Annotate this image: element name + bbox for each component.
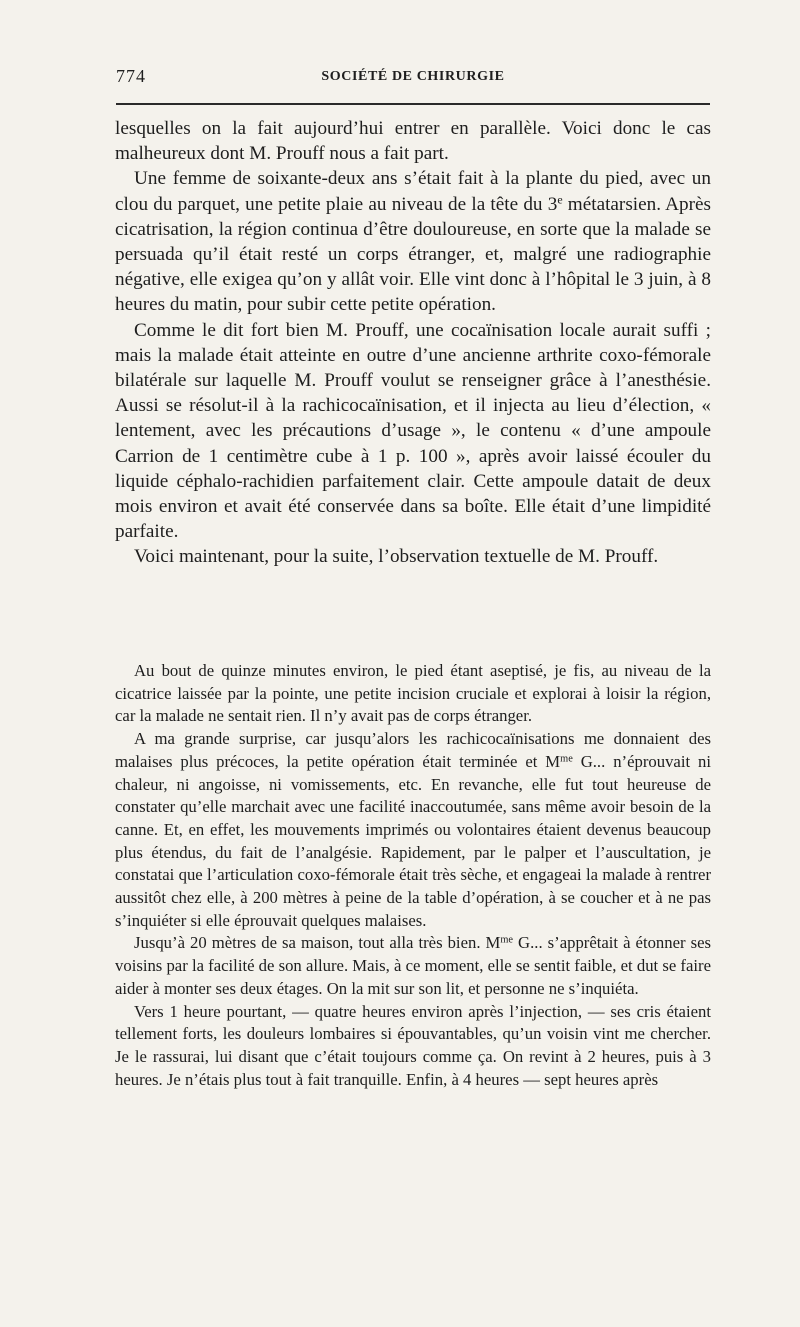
page-header	[116, 66, 710, 90]
quote-paragraph-1: Au bout de quinze minutes environ, le pied étant aseptisé, je fis, au niveau de la cicatrice laissée par la pointe, une petite incision cruciale et explorai à loisir la région, car la malade ne sentait rien. Il n’y avait pas de corps étranger.	[115, 661, 711, 726]
body-paragraph-1: lesquelles on la fait aujourd’hui entrer en parallèle. Voici donc le cas malheureux dont M. Prouff nous a fait part.	[115, 118, 711, 165]
header-rule	[116, 103, 710, 105]
title-superscript: me	[500, 934, 514, 946]
body-paragraph-4: Voici maintenant, pour la suite, l’observation textuelle de M. Prouff.	[134, 546, 659, 568]
ordinal-superscript: e	[557, 192, 563, 207]
title-superscript: me	[560, 753, 573, 765]
running-head: SOCIÉTÉ DE CHIRURGIE	[321, 69, 505, 84]
observation-quote	[115, 660, 711, 1091]
body-paragraph-3: Comme le dit fort bien M. Prouff, une cocaïnisation locale aurait suffi ; mais la malade était atteinte en outre d’une ancienne arthrite coxo-fémorale bilatérale sur laquelle M. Prouff voulut se renseigner grâce à l’anesthésie. Aussi se résolut-il à la rachicocaïnisation, et il injecta au lieu d’élection, « lentement, avec les précautions d’usage », le contenu « d’une ampoule Carrion de 1 centimètre cube à 1 p. 100 », après avoir laissé écouler du liquide céphalo-rachidien parfaitement clair. Cette ampoule datait de deux mois environ et avait été conservée dans sa boîte. Elle était d’une limpidité parfaite.	[115, 319, 711, 543]
quote-paragraph-4: Vers 1 heure pourtant, — quatre heures environ après l’injection, — ses cris étaient tellement forts, les douleurs lombaires si épouvantables, qu’un voisin vint me chercher. Je le rassurai, lui disant que c’était toujours comme ça. On revint à 2 heures, puis à 3 heures. Je n’étais plus tout à fait tranquille. Enfin, à 4 heures — sept heures après	[115, 1001, 711, 1089]
quote-paragraph-3-end: G... s’apprêtait à étonner ses voisins par la facilité de son allure. Mais, à ce moment, elle se sentit faible, et dut se faire aider à monter ses deux étages. On la mit sur son lit, et personne ne s’inquiéta.	[115, 933, 711, 998]
body-paragraph-2	[115, 166, 711, 317]
body-paragraph-2-start: Une femme de soixante-deux ans s’était fait à la plante du pied, avec un clou du parquet, une petite plaie au niveau de la tête du 3	[115, 168, 711, 215]
body-text	[115, 116, 711, 570]
quote-paragraph-3	[115, 932, 711, 1000]
body-paragraph-2-end: métatarsien. Après cicatrisation, la région continua d’être douloureuse, en sorte que la malade se persuada qu’il était resté un corps étranger, et, malgré une radiographie négative, elle exigea qu’on y allât voir. Elle vint donc à l’hôpital le 3 juin, à 8 heures du matin, pour subir cette petite opération.	[115, 193, 711, 316]
quote-paragraph-2-start: A ma grande surprise, car jusqu’alors les rachicocaïnisations me donnaient des malaises plus précoces, la petite opération était terminée et M	[115, 729, 711, 771]
quote-paragraph-2-end: G... n’éprouvait ni chaleur, ni angoisse, ni vomissements, etc. En revanche, elle fut tout heureuse de constater qu’elle marchait avec une facilité inaccoutumée, sans même avoir besoin de la canne. Et, en effet, les mouvements imprimés ou volontaires étaient devenus beaucoup plus étendus, du fait de l’analgésie. Rapidement, par le palper et l’auscultation, je constatai que l’articulation coxo-fémorale était très sèche, et engageai la malade à rentrer aussitôt chez elle, à 200 mètres à peine de la table d’opération, à se coucher et à ne pas s’inquiéter si elle éprouvait quelques malaises.	[115, 751, 712, 930]
quote-paragraph-2	[115, 728, 711, 932]
quote-paragraph-3-start: Jusqu’à 20 mètres de sa maison, tout alla très bien. M	[134, 933, 501, 953]
page-number: 774	[116, 66, 146, 86]
